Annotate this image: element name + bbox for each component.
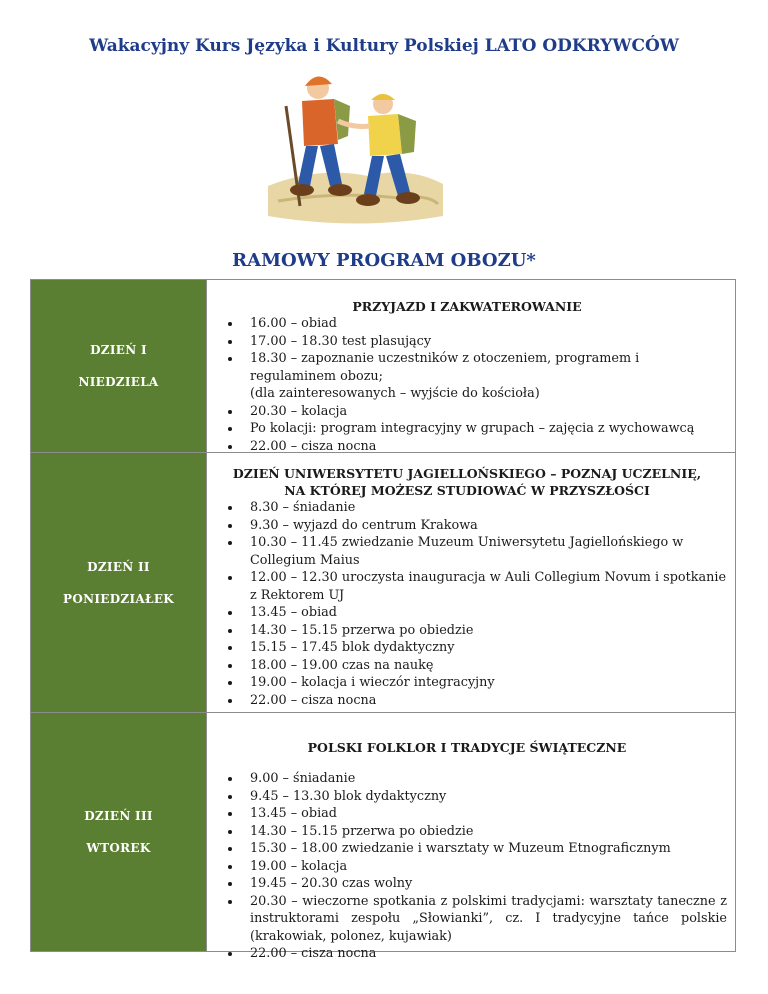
list-item: • 14.30 – 15.15 przerwa po obiedzie: [242, 823, 727, 841]
weekday-label: NIEDZIELA: [78, 375, 159, 389]
list-item: • 9.00 – śniadanie: [242, 770, 727, 788]
day-cell: [31, 453, 207, 712]
list-item: • Po kolacji: program integracyjny w grupach – zajęcia z wychowawcą: [242, 420, 727, 438]
day-label: DZIEŃ I: [90, 343, 147, 357]
day-row: [31, 280, 735, 453]
weekday-label: WTOREK: [86, 841, 151, 855]
list-item: • 10.30 – 11.45 zwiedzanie Muzeum Uniwersytetu Jagiellońskiego w Collegium Maius: [242, 534, 727, 569]
list-item: • 8.30 – śniadanie: [242, 499, 727, 517]
day-heading: NA KTÓREJ MOŻESZ STUDIOWAĆ W PRZYSZŁOŚCI: [284, 483, 650, 498]
list-item: • 12.00 – 12.30 uroczysta inauguracja w Auli Collegium Novum i spotkanie z Rektorem UJ: [242, 569, 727, 604]
day-row: [31, 713, 735, 961]
list-item: • 22.00 – cisza nocna: [242, 692, 727, 710]
list-item: • 9.30 – wyjazd do centrum Krakowa: [242, 517, 727, 535]
day-content: [207, 280, 735, 452]
list-item: • 16.00 – obiad: [242, 315, 727, 333]
day-heading: DZIEŃ UNIWERSYTETU JAGIELLOŃSKIEGO – POZNAJ UCZELNIĘ,: [232, 466, 702, 481]
list-item: • 9.45 – 13.30 blok dydaktyczny: [242, 788, 727, 806]
list-item: • 19.00 – kolacja i wieczór integracyjny: [242, 674, 727, 692]
day-cell: [31, 280, 207, 452]
program-title: RAMOWY PROGRAM OBOZU*: [232, 250, 536, 271]
list-item: • 15.15 – 17.45 blok dydaktyczny: [242, 639, 727, 657]
day-label: DZIEŃ III: [84, 809, 153, 823]
day-content: [207, 453, 735, 712]
list-item: • 13.45 – obiad: [242, 604, 727, 622]
list-item: • 18.00 – 19.00 czas na naukę: [242, 657, 727, 675]
schedule-list: [207, 315, 727, 455]
day-cell: [31, 713, 207, 951]
list-item: • 17.00 – 18.30 test plasujący: [242, 333, 727, 351]
list-item: • 13.45 – obiad: [242, 805, 727, 823]
day-heading: POLSKI FOLKLOR I TRADYCJE ŚWIĄTECZNE: [307, 740, 627, 755]
list-item: • 20.30 – wieczorne spotkania z polskimi tradycjami: warsztaty taneczne z instruktorami zespołu „Słowianki”, cz. I tradycyjne tańce polskie (krakowiak, polonez, kujawiak): [242, 893, 727, 946]
schedule-table: [30, 279, 736, 961]
weekday-label: PONIEDZIAŁEK: [63, 591, 174, 606]
list-item: • 22.00 – cisza nocna: [242, 945, 727, 963]
list-item: • 14.30 – 15.15 przerwa po obiedzie: [242, 622, 727, 640]
list-item: • 19.00 – kolacja: [242, 858, 727, 876]
schedule-list: [207, 770, 727, 963]
list-item: • 18.30 – zapoznanie uczestników z otoczeniem, programem i regulaminem obozu; (dla zainteresowanych – wyjście do kościoła): [242, 350, 727, 403]
list-item: • 19.45 – 20.30 czas wolny: [242, 875, 727, 893]
day-heading: PRZYJAZD I ZAKWATEROWANIE: [352, 299, 582, 314]
hikers-illustration: [258, 66, 448, 236]
day-label: DZIEŃ II: [87, 559, 150, 574]
day-row: [31, 453, 735, 713]
list-item: • 15.30 – 18.00 zwiedzanie i warsztaty w Muzeum Etnograficznym: [242, 840, 727, 858]
list-item: • 22.00 – cisza nocna: [242, 438, 727, 456]
day-content: [207, 713, 735, 961]
list-item: • 20.30 – kolacja: [242, 403, 727, 421]
schedule-list: [207, 499, 727, 709]
document-title: Wakacyjny Kurs Języka i Kultury Polskiej LATO ODKRYWCÓW: [89, 36, 679, 56]
